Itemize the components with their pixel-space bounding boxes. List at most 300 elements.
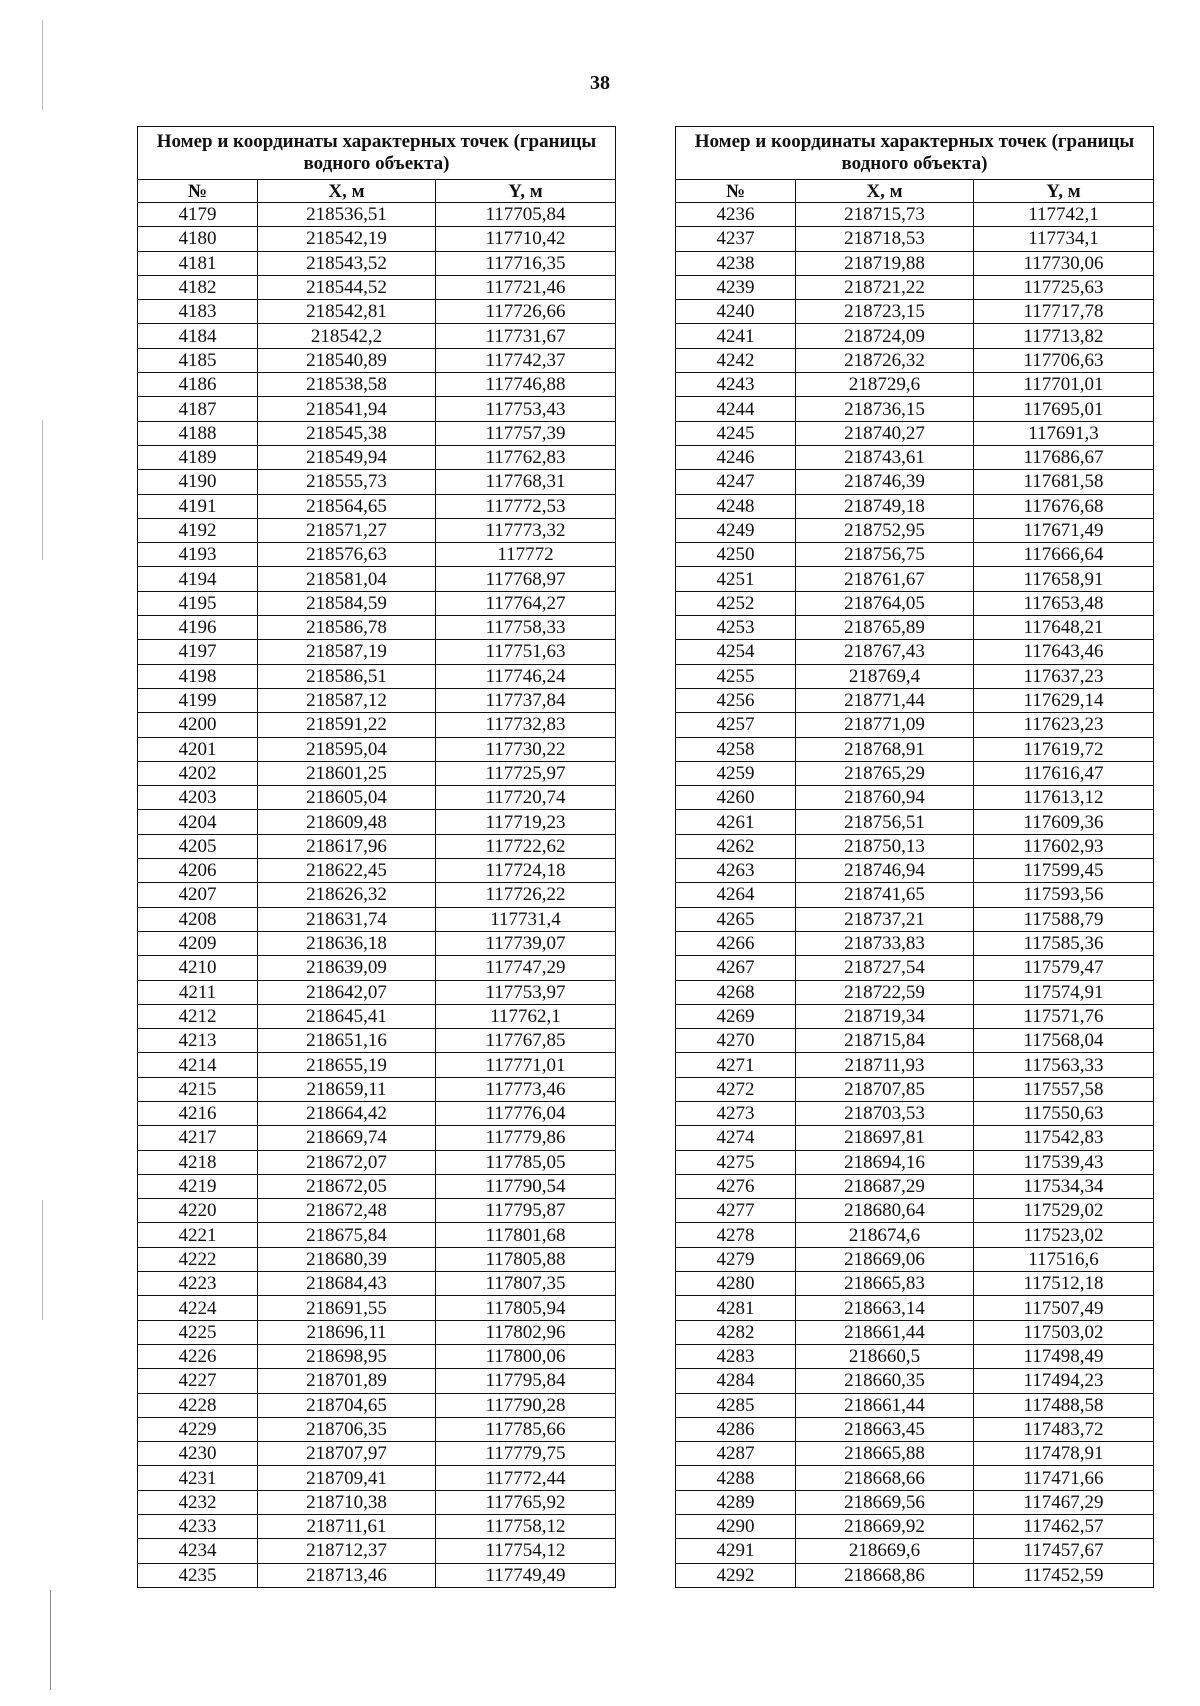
cell-x-coordinate: 218711,93 xyxy=(796,1053,974,1077)
cell-x-coordinate: 218665,88 xyxy=(796,1442,974,1466)
cell-y-coordinate: 117801,68 xyxy=(436,1223,616,1247)
cell-x-coordinate: 218609,48 xyxy=(258,810,436,834)
table-row xyxy=(138,1442,616,1466)
table-row xyxy=(138,1053,616,1077)
cell-point-number: 4215 xyxy=(138,1077,258,1101)
cell-y-coordinate: 117713,82 xyxy=(974,324,1154,348)
table-row xyxy=(676,591,1154,615)
table-row xyxy=(676,1320,1154,1344)
cell-y-coordinate: 117602,93 xyxy=(974,834,1154,858)
cell-y-coordinate: 117571,76 xyxy=(974,1004,1154,1028)
table-row xyxy=(676,956,1154,980)
cell-point-number: 4278 xyxy=(676,1223,796,1247)
cell-point-number: 4252 xyxy=(676,591,796,615)
table-row xyxy=(676,640,1154,664)
cell-point-number: 4221 xyxy=(138,1223,258,1247)
cell-point-number: 4239 xyxy=(676,275,796,299)
cell-y-coordinate: 117785,05 xyxy=(436,1150,616,1174)
cell-x-coordinate: 218724,09 xyxy=(796,324,974,348)
table-row xyxy=(138,1029,616,1053)
cell-point-number: 4212 xyxy=(138,1004,258,1028)
cell-point-number: 4267 xyxy=(676,956,796,980)
table-row xyxy=(138,1272,616,1296)
cell-x-coordinate: 218703,53 xyxy=(796,1101,974,1125)
cell-y-coordinate: 117488,58 xyxy=(974,1393,1154,1417)
page-number: 38 xyxy=(590,72,610,94)
table-row xyxy=(138,1199,616,1223)
column-header-x: X, м xyxy=(796,180,974,203)
table-row xyxy=(676,1272,1154,1296)
cell-point-number: 4214 xyxy=(138,1053,258,1077)
cell-y-coordinate: 117720,74 xyxy=(436,786,616,810)
cell-y-coordinate: 117751,63 xyxy=(436,640,616,664)
cell-point-number: 4292 xyxy=(676,1563,796,1587)
cell-x-coordinate: 218711,61 xyxy=(258,1515,436,1539)
cell-y-coordinate: 117790,28 xyxy=(436,1393,616,1417)
cell-x-coordinate: 218760,94 xyxy=(796,786,974,810)
table-row xyxy=(676,883,1154,907)
table-row xyxy=(138,640,616,664)
table-row xyxy=(676,834,1154,858)
cell-point-number: 4183 xyxy=(138,300,258,324)
table-row xyxy=(138,1004,616,1028)
cell-x-coordinate: 218709,41 xyxy=(258,1466,436,1490)
cell-y-coordinate: 117731,4 xyxy=(436,907,616,931)
cell-y-coordinate: 117695,01 xyxy=(974,397,1154,421)
cell-point-number: 4276 xyxy=(676,1174,796,1198)
cell-y-coordinate: 117529,02 xyxy=(974,1199,1154,1223)
cell-x-coordinate: 218707,97 xyxy=(258,1442,436,1466)
cell-point-number: 4187 xyxy=(138,397,258,421)
cell-point-number: 4264 xyxy=(676,883,796,907)
cell-x-coordinate: 218538,58 xyxy=(258,373,436,397)
cell-x-coordinate: 218672,05 xyxy=(258,1174,436,1198)
cell-x-coordinate: 218715,84 xyxy=(796,1029,974,1053)
cell-point-number: 4285 xyxy=(676,1393,796,1417)
cell-y-coordinate: 117802,96 xyxy=(436,1320,616,1344)
cell-x-coordinate: 218761,67 xyxy=(796,567,974,591)
cell-y-coordinate: 117563,33 xyxy=(974,1053,1154,1077)
cell-x-coordinate: 218536,51 xyxy=(258,203,436,227)
table-row xyxy=(676,421,1154,445)
cell-y-coordinate: 117722,62 xyxy=(436,834,616,858)
cell-x-coordinate: 218540,89 xyxy=(258,348,436,372)
cell-y-coordinate: 117686,67 xyxy=(974,445,1154,469)
table-row xyxy=(138,980,616,1004)
cell-point-number: 4284 xyxy=(676,1369,796,1393)
cell-y-coordinate: 117716,35 xyxy=(436,251,616,275)
cell-y-coordinate: 117768,97 xyxy=(436,567,616,591)
cell-point-number: 4210 xyxy=(138,956,258,980)
cell-x-coordinate: 218545,38 xyxy=(258,421,436,445)
table-row xyxy=(676,470,1154,494)
cell-y-coordinate: 117795,84 xyxy=(436,1369,616,1393)
cell-x-coordinate: 218655,19 xyxy=(258,1053,436,1077)
cell-point-number: 4271 xyxy=(676,1053,796,1077)
cell-y-coordinate: 117494,23 xyxy=(974,1369,1154,1393)
cell-point-number: 4193 xyxy=(138,543,258,567)
cell-x-coordinate: 218743,61 xyxy=(796,445,974,469)
cell-y-coordinate: 117758,12 xyxy=(436,1515,616,1539)
table-row xyxy=(138,1126,616,1150)
cell-x-coordinate: 218581,04 xyxy=(258,567,436,591)
table-row xyxy=(138,397,616,421)
cell-x-coordinate: 218675,84 xyxy=(258,1223,436,1247)
cell-y-coordinate: 117534,34 xyxy=(974,1174,1154,1198)
cell-y-coordinate: 117483,72 xyxy=(974,1417,1154,1441)
cell-x-coordinate: 218736,15 xyxy=(796,397,974,421)
table-row xyxy=(138,543,616,567)
cell-x-coordinate: 218665,83 xyxy=(796,1272,974,1296)
cell-x-coordinate: 218704,65 xyxy=(258,1393,436,1417)
cell-y-coordinate: 117754,12 xyxy=(436,1539,616,1563)
cell-y-coordinate: 117772 xyxy=(436,543,616,567)
cell-point-number: 4242 xyxy=(676,348,796,372)
table-row xyxy=(138,1077,616,1101)
cell-y-coordinate: 117705,84 xyxy=(436,203,616,227)
cell-y-coordinate: 117732,83 xyxy=(436,713,616,737)
cell-x-coordinate: 218767,43 xyxy=(796,640,974,664)
cell-y-coordinate: 117758,33 xyxy=(436,616,616,640)
table-row xyxy=(138,883,616,907)
cell-x-coordinate: 218771,09 xyxy=(796,713,974,737)
table-row xyxy=(676,1369,1154,1393)
cell-point-number: 4282 xyxy=(676,1320,796,1344)
cell-x-coordinate: 218639,09 xyxy=(258,956,436,980)
cell-point-number: 4233 xyxy=(138,1515,258,1539)
cell-x-coordinate: 218651,16 xyxy=(258,1029,436,1053)
cell-x-coordinate: 218672,07 xyxy=(258,1150,436,1174)
cell-point-number: 4268 xyxy=(676,980,796,1004)
cell-point-number: 4290 xyxy=(676,1515,796,1539)
cell-point-number: 4249 xyxy=(676,518,796,542)
table-row xyxy=(676,251,1154,275)
cell-point-number: 4231 xyxy=(138,1466,258,1490)
table-row xyxy=(138,275,616,299)
cell-y-coordinate: 117503,02 xyxy=(974,1320,1154,1344)
cell-x-coordinate: 218721,22 xyxy=(796,275,974,299)
coordinates-table-right xyxy=(675,126,1154,1588)
coordinates-table-left xyxy=(137,126,616,1588)
cell-point-number: 4204 xyxy=(138,810,258,834)
table-row xyxy=(138,1539,616,1563)
cell-x-coordinate: 218718,53 xyxy=(796,227,974,251)
cell-point-number: 4216 xyxy=(138,1101,258,1125)
cell-x-coordinate: 218587,19 xyxy=(258,640,436,664)
cell-point-number: 4206 xyxy=(138,859,258,883)
table-row xyxy=(138,324,616,348)
cell-point-number: 4281 xyxy=(676,1296,796,1320)
table-title: Номер и координаты характерных точек (границы водного объекта) xyxy=(138,127,616,180)
cell-y-coordinate: 117507,49 xyxy=(974,1296,1154,1320)
cell-y-coordinate: 117671,49 xyxy=(974,518,1154,542)
cell-x-coordinate: 218668,86 xyxy=(796,1563,974,1587)
table-row xyxy=(676,1515,1154,1539)
cell-x-coordinate: 218660,35 xyxy=(796,1369,974,1393)
cell-y-coordinate: 117574,91 xyxy=(974,980,1154,1004)
cell-x-coordinate: 218737,21 xyxy=(796,907,974,931)
cell-point-number: 4232 xyxy=(138,1490,258,1514)
scan-edge-mark xyxy=(42,1200,43,1320)
cell-y-coordinate: 117653,48 xyxy=(974,591,1154,615)
table-row xyxy=(138,1223,616,1247)
cell-x-coordinate: 218631,74 xyxy=(258,907,436,931)
cell-y-coordinate: 117742,1 xyxy=(974,203,1154,227)
cell-y-coordinate: 117779,75 xyxy=(436,1442,616,1466)
table-row xyxy=(676,1539,1154,1563)
cell-point-number: 4211 xyxy=(138,980,258,1004)
cell-x-coordinate: 218749,18 xyxy=(796,494,974,518)
cell-y-coordinate: 117568,04 xyxy=(974,1029,1154,1053)
cell-point-number: 4237 xyxy=(676,227,796,251)
table-row xyxy=(676,737,1154,761)
cell-x-coordinate: 218542,81 xyxy=(258,300,436,324)
cell-x-coordinate: 218684,43 xyxy=(258,1272,436,1296)
cell-y-coordinate: 117773,32 xyxy=(436,518,616,542)
cell-point-number: 4235 xyxy=(138,1563,258,1587)
scan-edge-mark xyxy=(42,420,43,560)
cell-y-coordinate: 117753,43 xyxy=(436,397,616,421)
table-row xyxy=(138,1417,616,1441)
cell-y-coordinate: 117467,29 xyxy=(974,1490,1154,1514)
cell-point-number: 4209 xyxy=(138,931,258,955)
cell-x-coordinate: 218591,22 xyxy=(258,713,436,737)
table-row xyxy=(676,1563,1154,1587)
table-row xyxy=(676,445,1154,469)
cell-x-coordinate: 218697,81 xyxy=(796,1126,974,1150)
cell-point-number: 4277 xyxy=(676,1199,796,1223)
table-row xyxy=(676,1296,1154,1320)
table-row xyxy=(138,567,616,591)
cell-point-number: 4287 xyxy=(676,1442,796,1466)
table-row xyxy=(138,1174,616,1198)
table-row xyxy=(676,494,1154,518)
table-row xyxy=(138,859,616,883)
cell-point-number: 4195 xyxy=(138,591,258,615)
cell-y-coordinate: 117753,97 xyxy=(436,980,616,1004)
cell-y-coordinate: 117691,3 xyxy=(974,421,1154,445)
cell-y-coordinate: 117478,91 xyxy=(974,1442,1154,1466)
table-row xyxy=(676,1466,1154,1490)
cell-point-number: 4286 xyxy=(676,1417,796,1441)
cell-x-coordinate: 218764,05 xyxy=(796,591,974,615)
cell-x-coordinate: 218756,51 xyxy=(796,810,974,834)
cell-point-number: 4182 xyxy=(138,275,258,299)
cell-point-number: 4241 xyxy=(676,324,796,348)
cell-point-number: 4273 xyxy=(676,1101,796,1125)
cell-y-coordinate: 117676,68 xyxy=(974,494,1154,518)
cell-x-coordinate: 218710,38 xyxy=(258,1490,436,1514)
cell-x-coordinate: 218636,18 xyxy=(258,931,436,955)
cell-point-number: 4240 xyxy=(676,300,796,324)
scan-edge-mark xyxy=(42,20,43,110)
cell-point-number: 4189 xyxy=(138,445,258,469)
table-row xyxy=(138,1344,616,1368)
cell-y-coordinate: 117746,24 xyxy=(436,664,616,688)
cell-point-number: 4265 xyxy=(676,907,796,931)
cell-y-coordinate: 117737,84 xyxy=(436,688,616,712)
cell-y-coordinate: 117725,97 xyxy=(436,761,616,785)
cell-x-coordinate: 218691,55 xyxy=(258,1296,436,1320)
cell-y-coordinate: 117613,12 xyxy=(974,786,1154,810)
cell-y-coordinate: 117593,56 xyxy=(974,883,1154,907)
table-row xyxy=(676,1247,1154,1271)
cell-point-number: 4272 xyxy=(676,1077,796,1101)
cell-x-coordinate: 218729,6 xyxy=(796,373,974,397)
cell-x-coordinate: 218661,44 xyxy=(796,1393,974,1417)
table-row xyxy=(138,907,616,931)
cell-point-number: 4185 xyxy=(138,348,258,372)
cell-y-coordinate: 117457,67 xyxy=(974,1539,1154,1563)
cell-x-coordinate: 218680,39 xyxy=(258,1247,436,1271)
table-row xyxy=(676,1344,1154,1368)
table-row xyxy=(676,1393,1154,1417)
table-row xyxy=(138,616,616,640)
cell-x-coordinate: 218740,27 xyxy=(796,421,974,445)
cell-x-coordinate: 218543,52 xyxy=(258,251,436,275)
cell-x-coordinate: 218564,65 xyxy=(258,494,436,518)
table-row xyxy=(138,786,616,810)
cell-y-coordinate: 117681,58 xyxy=(974,470,1154,494)
cell-point-number: 4269 xyxy=(676,1004,796,1028)
cell-x-coordinate: 218722,59 xyxy=(796,980,974,1004)
column-header-y: Y, м xyxy=(974,180,1154,203)
cell-point-number: 4180 xyxy=(138,227,258,251)
cell-x-coordinate: 218769,4 xyxy=(796,664,974,688)
table-row xyxy=(676,761,1154,785)
cell-point-number: 4274 xyxy=(676,1126,796,1150)
table-row xyxy=(138,251,616,275)
cell-y-coordinate: 117790,54 xyxy=(436,1174,616,1198)
cell-point-number: 4226 xyxy=(138,1344,258,1368)
table-row xyxy=(676,1101,1154,1125)
cell-y-coordinate: 117706,63 xyxy=(974,348,1154,372)
cell-y-coordinate: 117807,35 xyxy=(436,1272,616,1296)
cell-x-coordinate: 218680,64 xyxy=(796,1199,974,1223)
table-row xyxy=(676,275,1154,299)
table-title: Номер и координаты характерных точек (границы водного объекта) xyxy=(676,127,1154,180)
table-row xyxy=(138,931,616,955)
cell-point-number: 4280 xyxy=(676,1272,796,1296)
cell-y-coordinate: 117471,66 xyxy=(974,1466,1154,1490)
cell-y-coordinate: 117747,29 xyxy=(436,956,616,980)
cell-point-number: 4188 xyxy=(138,421,258,445)
cell-y-coordinate: 117800,06 xyxy=(436,1344,616,1368)
cell-point-number: 4251 xyxy=(676,567,796,591)
cell-x-coordinate: 218715,73 xyxy=(796,203,974,227)
table-row xyxy=(676,1223,1154,1247)
table-row xyxy=(676,1053,1154,1077)
cell-x-coordinate: 218741,65 xyxy=(796,883,974,907)
cell-y-coordinate: 117648,21 xyxy=(974,616,1154,640)
cell-point-number: 4190 xyxy=(138,470,258,494)
table-row xyxy=(676,348,1154,372)
table-row xyxy=(676,931,1154,955)
cell-y-coordinate: 117710,42 xyxy=(436,227,616,251)
table-row xyxy=(676,324,1154,348)
cell-point-number: 4288 xyxy=(676,1466,796,1490)
cell-point-number: 4207 xyxy=(138,883,258,907)
cell-x-coordinate: 218752,95 xyxy=(796,518,974,542)
cell-point-number: 4227 xyxy=(138,1369,258,1393)
table-row xyxy=(676,713,1154,737)
cell-point-number: 4244 xyxy=(676,397,796,421)
table-row xyxy=(138,373,616,397)
cell-point-number: 4261 xyxy=(676,810,796,834)
table-row xyxy=(138,591,616,615)
cell-point-number: 4220 xyxy=(138,1199,258,1223)
cell-x-coordinate: 218661,44 xyxy=(796,1320,974,1344)
cell-x-coordinate: 218571,27 xyxy=(258,518,436,542)
cell-x-coordinate: 218674,6 xyxy=(796,1223,974,1247)
cell-y-coordinate: 117746,88 xyxy=(436,373,616,397)
cell-y-coordinate: 117701,01 xyxy=(974,373,1154,397)
cell-x-coordinate: 218694,16 xyxy=(796,1150,974,1174)
cell-y-coordinate: 117623,23 xyxy=(974,713,1154,737)
cell-x-coordinate: 218669,92 xyxy=(796,1515,974,1539)
cell-x-coordinate: 218746,39 xyxy=(796,470,974,494)
column-header-number: № xyxy=(676,180,796,203)
cell-y-coordinate: 117730,22 xyxy=(436,737,616,761)
table-row xyxy=(676,1150,1154,1174)
cell-y-coordinate: 117805,88 xyxy=(436,1247,616,1271)
cell-x-coordinate: 218707,85 xyxy=(796,1077,974,1101)
cell-y-coordinate: 117767,85 xyxy=(436,1029,616,1053)
cell-y-coordinate: 117666,64 xyxy=(974,543,1154,567)
cell-y-coordinate: 117773,46 xyxy=(436,1077,616,1101)
cell-y-coordinate: 117730,06 xyxy=(974,251,1154,275)
cell-y-coordinate: 117719,23 xyxy=(436,810,616,834)
cell-point-number: 4202 xyxy=(138,761,258,785)
cell-point-number: 4250 xyxy=(676,543,796,567)
cell-point-number: 4230 xyxy=(138,1442,258,1466)
table-row xyxy=(138,1296,616,1320)
table-row xyxy=(138,518,616,542)
cell-point-number: 4191 xyxy=(138,494,258,518)
cell-x-coordinate: 218660,5 xyxy=(796,1344,974,1368)
table-row xyxy=(676,543,1154,567)
cell-x-coordinate: 218668,66 xyxy=(796,1466,974,1490)
table-row xyxy=(676,688,1154,712)
cell-y-coordinate: 117749,49 xyxy=(436,1563,616,1587)
cell-point-number: 4236 xyxy=(676,203,796,227)
cell-y-coordinate: 117725,63 xyxy=(974,275,1154,299)
cell-point-number: 4279 xyxy=(676,1247,796,1271)
cell-point-number: 4198 xyxy=(138,664,258,688)
cell-y-coordinate: 117523,02 xyxy=(974,1223,1154,1247)
cell-point-number: 4234 xyxy=(138,1539,258,1563)
cell-point-number: 4246 xyxy=(676,445,796,469)
table-row xyxy=(138,713,616,737)
cell-point-number: 4248 xyxy=(676,494,796,518)
table-body xyxy=(138,203,616,1588)
cell-point-number: 4262 xyxy=(676,834,796,858)
table-row xyxy=(676,616,1154,640)
cell-point-number: 4228 xyxy=(138,1393,258,1417)
table-row xyxy=(138,737,616,761)
cell-point-number: 4218 xyxy=(138,1150,258,1174)
cell-point-number: 4222 xyxy=(138,1247,258,1271)
table-row xyxy=(138,1247,616,1271)
cell-x-coordinate: 218541,94 xyxy=(258,397,436,421)
table-row xyxy=(676,397,1154,421)
cell-x-coordinate: 218746,94 xyxy=(796,859,974,883)
cell-y-coordinate: 117588,79 xyxy=(974,907,1154,931)
cell-point-number: 4213 xyxy=(138,1029,258,1053)
table-row xyxy=(676,518,1154,542)
cell-point-number: 4208 xyxy=(138,907,258,931)
cell-x-coordinate: 218723,15 xyxy=(796,300,974,324)
